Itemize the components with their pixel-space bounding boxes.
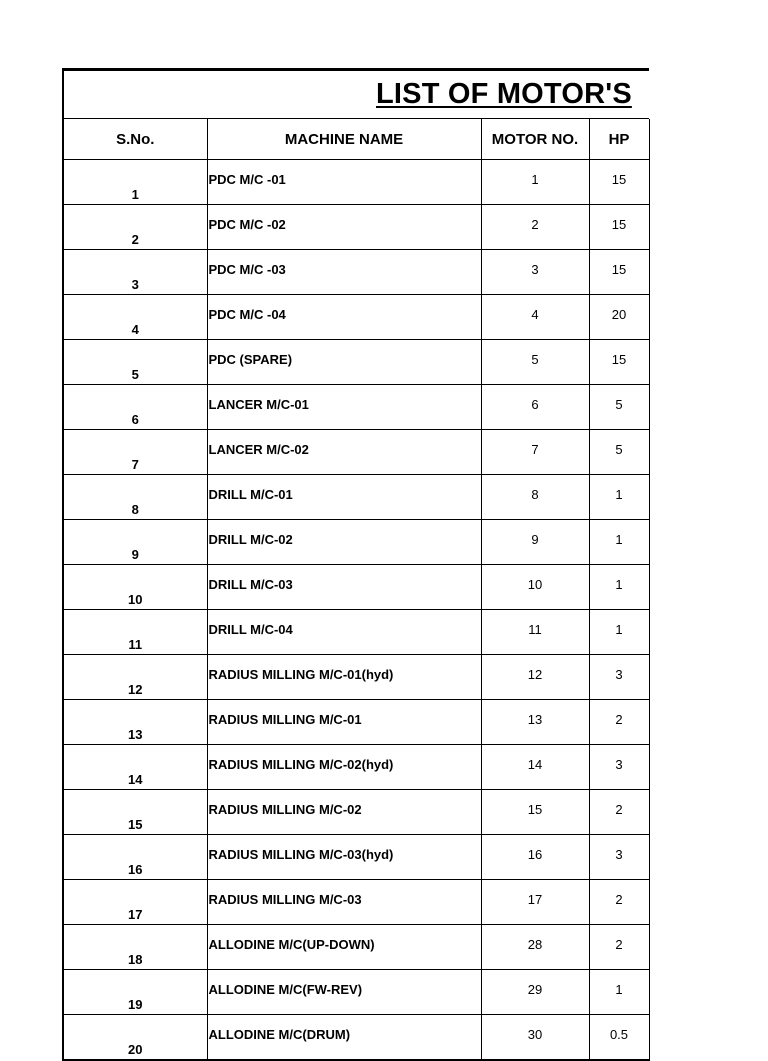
machine-name-cell: ALLODINE M/C(FW-REV) — [207, 970, 481, 1015]
sno-cell: 8 — [64, 475, 207, 520]
sno-cell: 19 — [64, 970, 207, 1015]
hp-cell: 15 — [589, 205, 649, 250]
motor-no-cell: 7 — [481, 430, 589, 475]
motor-no-cell: 16 — [481, 835, 589, 880]
motor-no-cell: 5 — [481, 340, 589, 385]
sno-cell: 4 — [64, 295, 207, 340]
motor-no-cell: 15 — [481, 790, 589, 835]
motor-no-cell: 28 — [481, 925, 589, 970]
motor-no-cell: 4 — [481, 295, 589, 340]
machine-name-cell: DRILL M/C-01 — [207, 475, 481, 520]
hp-cell: 1 — [589, 520, 649, 565]
machine-name-cell: DRILL M/C-03 — [207, 565, 481, 610]
sno-cell: 18 — [64, 925, 207, 970]
table-row — [64, 790, 649, 835]
sno-cell: 2 — [64, 205, 207, 250]
machine-name-cell: LANCER M/C-01 — [207, 385, 481, 430]
hp-cell: 2 — [589, 700, 649, 745]
machine-name-cell: RADIUS MILLING M/C-01(hyd) — [207, 655, 481, 700]
hp-cell: 2 — [589, 925, 649, 970]
motor-no-cell: 13 — [481, 700, 589, 745]
hp-cell: 2 — [589, 880, 649, 925]
motor-no-cell: 10 — [481, 565, 589, 610]
header-motor-no: MOTOR NO. — [481, 119, 589, 160]
table-row — [64, 340, 649, 385]
hp-cell: 1 — [589, 475, 649, 520]
sno-cell: 7 — [64, 430, 207, 475]
table-row — [64, 745, 649, 790]
sno-cell: 1 — [64, 160, 207, 205]
sno-cell: 16 — [64, 835, 207, 880]
motor-no-cell: 6 — [481, 385, 589, 430]
motor-no-cell: 2 — [481, 205, 589, 250]
motor-no-cell: 30 — [481, 1015, 589, 1061]
sno-cell: 3 — [64, 250, 207, 295]
machine-name-cell: PDC M/C -01 — [207, 160, 481, 205]
machine-name-cell: RADIUS MILLING M/C-03 — [207, 880, 481, 925]
machine-name-cell: RADIUS MILLING M/C-02(hyd) — [207, 745, 481, 790]
title-row — [64, 71, 649, 119]
motor-no-cell: 14 — [481, 745, 589, 790]
table-row — [64, 160, 649, 205]
table-body — [64, 160, 649, 1061]
table-row — [64, 1015, 649, 1061]
machine-name-cell: PDC M/C -02 — [207, 205, 481, 250]
header-sno: S.No. — [64, 119, 207, 160]
machine-name-cell: ALLODINE M/C(DRUM) — [207, 1015, 481, 1061]
machine-name-cell: ALLODINE M/C(UP-DOWN) — [207, 925, 481, 970]
motor-no-cell: 11 — [481, 610, 589, 655]
motor-no-cell: 8 — [481, 475, 589, 520]
sno-cell: 6 — [64, 385, 207, 430]
machine-name-cell: PDC (SPARE) — [207, 340, 481, 385]
hp-cell: 15 — [589, 340, 649, 385]
hp-cell: 15 — [589, 160, 649, 205]
hp-cell: 1 — [589, 610, 649, 655]
hp-cell: 15 — [589, 250, 649, 295]
hp-cell: 20 — [589, 295, 649, 340]
machine-name-cell: RADIUS MILLING M/C-01 — [207, 700, 481, 745]
sno-cell: 11 — [64, 610, 207, 655]
sno-cell: 9 — [64, 520, 207, 565]
table-row — [64, 655, 649, 700]
machine-name-cell: DRILL M/C-04 — [207, 610, 481, 655]
machine-name-cell: PDC M/C -03 — [207, 250, 481, 295]
table-row — [64, 520, 649, 565]
table-row — [64, 430, 649, 475]
page-title: LIST OF MOTOR'S — [376, 78, 632, 110]
table-row — [64, 925, 649, 970]
header-row — [64, 119, 649, 160]
sno-cell: 5 — [64, 340, 207, 385]
table-row — [64, 475, 649, 520]
motor-no-cell: 1 — [481, 160, 589, 205]
hp-cell: 2 — [589, 790, 649, 835]
machine-name-cell: RADIUS MILLING M/C-03(hyd) — [207, 835, 481, 880]
table-row — [64, 385, 649, 430]
table-row — [64, 880, 649, 925]
machine-name-cell: PDC M/C -04 — [207, 295, 481, 340]
hp-cell: 3 — [589, 655, 649, 700]
header-hp: HP — [589, 119, 649, 160]
sno-cell: 20 — [64, 1015, 207, 1061]
motor-table — [64, 119, 650, 1061]
table-row — [64, 565, 649, 610]
machine-name-cell: LANCER M/C-02 — [207, 430, 481, 475]
table-row — [64, 610, 649, 655]
table-row — [64, 205, 649, 250]
sno-cell: 10 — [64, 565, 207, 610]
table-row — [64, 970, 649, 1015]
hp-cell: 5 — [589, 430, 649, 475]
sno-cell: 12 — [64, 655, 207, 700]
table-row — [64, 295, 649, 340]
machine-name-cell: RADIUS MILLING M/C-02 — [207, 790, 481, 835]
sno-cell: 15 — [64, 790, 207, 835]
machine-name-cell: DRILL M/C-02 — [207, 520, 481, 565]
hp-cell: 0.5 — [589, 1015, 649, 1061]
header-machine-name: MACHINE NAME — [207, 119, 481, 160]
motor-no-cell: 3 — [481, 250, 589, 295]
sno-cell: 13 — [64, 700, 207, 745]
motor-no-cell: 17 — [481, 880, 589, 925]
table-row — [64, 700, 649, 745]
sno-cell: 17 — [64, 880, 207, 925]
hp-cell: 1 — [589, 970, 649, 1015]
table-row — [64, 250, 649, 295]
hp-cell: 5 — [589, 385, 649, 430]
motor-no-cell: 29 — [481, 970, 589, 1015]
motor-list-sheet — [62, 68, 649, 1061]
table-row — [64, 835, 649, 880]
hp-cell: 3 — [589, 835, 649, 880]
motor-no-cell: 9 — [481, 520, 589, 565]
hp-cell: 1 — [589, 565, 649, 610]
sno-cell: 14 — [64, 745, 207, 790]
motor-no-cell: 12 — [481, 655, 589, 700]
hp-cell: 3 — [589, 745, 649, 790]
